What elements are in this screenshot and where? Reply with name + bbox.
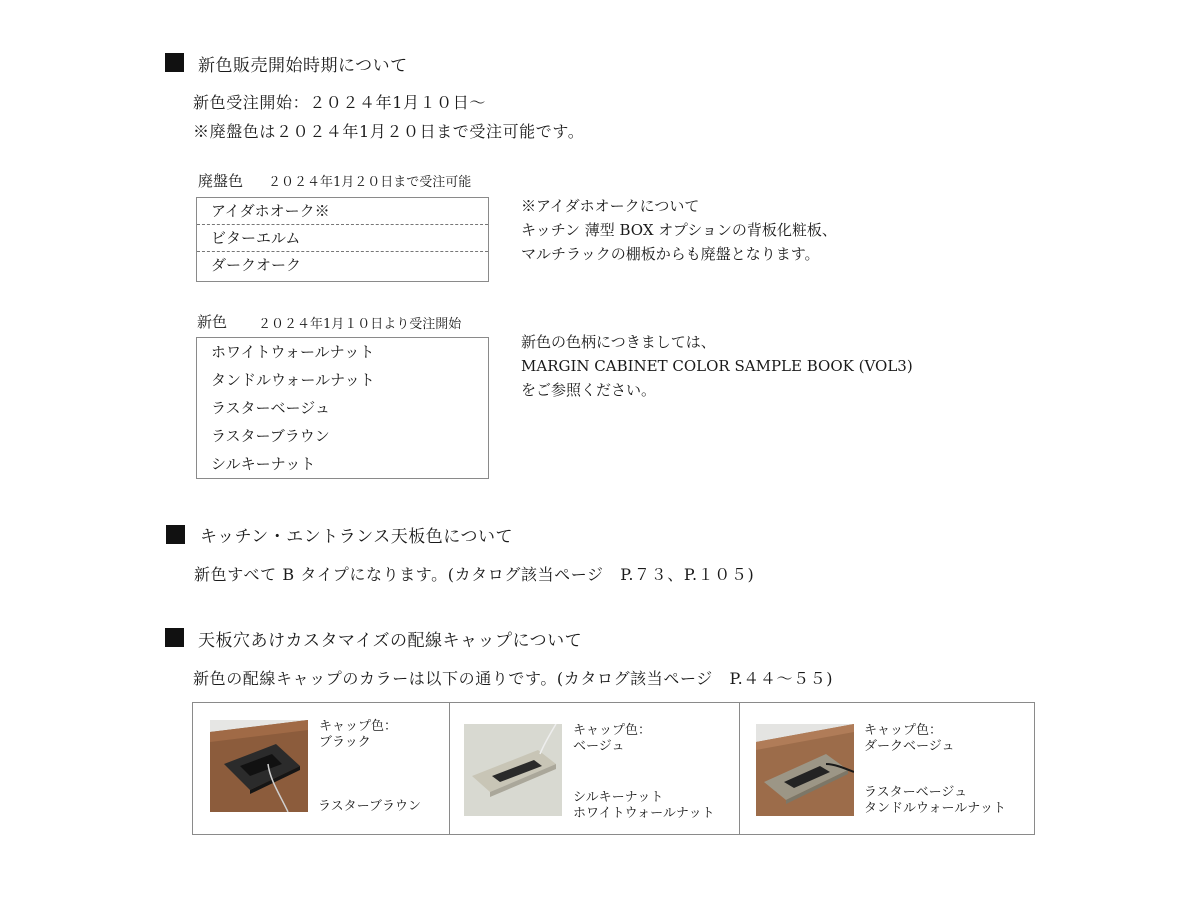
black-cap-image — [210, 720, 308, 812]
note-line: 新色の色柄につきましては、 — [521, 333, 716, 351]
wiring-cap-color-note: 新色の配線キャップのカラーは以下の通りです。(カタログ該当ページ P.４４〜５５) — [193, 669, 834, 688]
section-marker-square — [166, 525, 185, 544]
section-heading-countertop-color: キッチン・エントランス天板色について — [200, 527, 513, 547]
note-line: MARGIN CABINET COLOR SAMPLE BOOK (VOL3) — [521, 357, 913, 375]
list-item: シルキーナット — [211, 455, 316, 473]
beige-cap-image — [464, 724, 562, 816]
list-item: ホワイトウォールナット — [211, 343, 375, 361]
discontinued-color-list — [196, 197, 489, 282]
cap-color-name: ベージュ — [573, 739, 625, 754]
cap-label: キャップ色： ブラック — [319, 719, 398, 750]
cap-matches: ラスターベージュ タンドルウォールナット — [864, 785, 1006, 816]
new-colors-date-note: ２０２４年1月１０日より受注開始 — [258, 317, 462, 332]
list-item: ラスターブラウン — [211, 427, 330, 445]
new-color-list — [196, 337, 489, 479]
cap-color-name: ブラック — [319, 735, 371, 750]
note-line: キッチン 薄型 BOX オプションの背板化粧板、 — [521, 221, 837, 239]
wiring-cap-table — [192, 702, 1035, 835]
list-item: ラスターベージュ — [211, 399, 330, 417]
discontinued-order-deadline: ※廃盤色は２０２４年1月２０日まで受注可能です。 — [193, 122, 585, 141]
cap-cell-beige — [449, 703, 739, 834]
countertop-type-note: 新色すべて B タイプになります。(カタログ該当ページ P.７３、P.１０５) — [194, 565, 755, 584]
discontinued-label: 廃盤色 — [198, 172, 244, 190]
list-item: ビターエルム — [197, 225, 488, 252]
discontinued-date-note: ２０２４年1月２０日まで受注可能 — [268, 175, 472, 190]
cap-photo-dark-beige — [756, 724, 854, 816]
dark-beige-cap-image — [756, 724, 854, 816]
note-line: をご参照ください。 — [521, 381, 657, 399]
cap-cell-dark-beige — [739, 703, 1034, 834]
section-marker-square — [165, 53, 184, 72]
cap-label: キャップ色： ベージュ — [573, 723, 652, 754]
idaho-oak-note — [521, 194, 837, 266]
color-sample-note — [521, 330, 913, 402]
cap-color-name: ダークベージュ — [864, 739, 955, 754]
list-item: タンドルウォールナット — [211, 371, 375, 389]
cap-matches: シルキーナット ホワイトウォールナット — [573, 790, 715, 821]
section-heading-release-period: 新色販売開始時期について — [198, 56, 408, 76]
section-heading-wiring-cap: 天板穴あけカスタマイズの配線キャップについて — [198, 631, 583, 651]
note-line: ※アイダホオークについて — [521, 197, 700, 215]
list-item: アイダホオーク※ — [197, 198, 488, 225]
cap-photo-black — [210, 720, 308, 812]
note-line: マルチラックの棚板からも廃盤となります。 — [521, 245, 820, 263]
new-color-order-start: 新色受注開始：２０２４年1月１０日〜 — [193, 93, 486, 112]
cap-label: キャップ色： ダークベージュ — [864, 723, 955, 754]
cap-matches: ラスターブラウン — [318, 799, 421, 814]
new-colors-label: 新色 — [197, 313, 228, 331]
cap-photo-beige — [464, 724, 562, 816]
list-item: ダークオーク — [211, 256, 302, 274]
section-marker-square — [165, 628, 184, 647]
cap-cell-black — [193, 703, 449, 834]
